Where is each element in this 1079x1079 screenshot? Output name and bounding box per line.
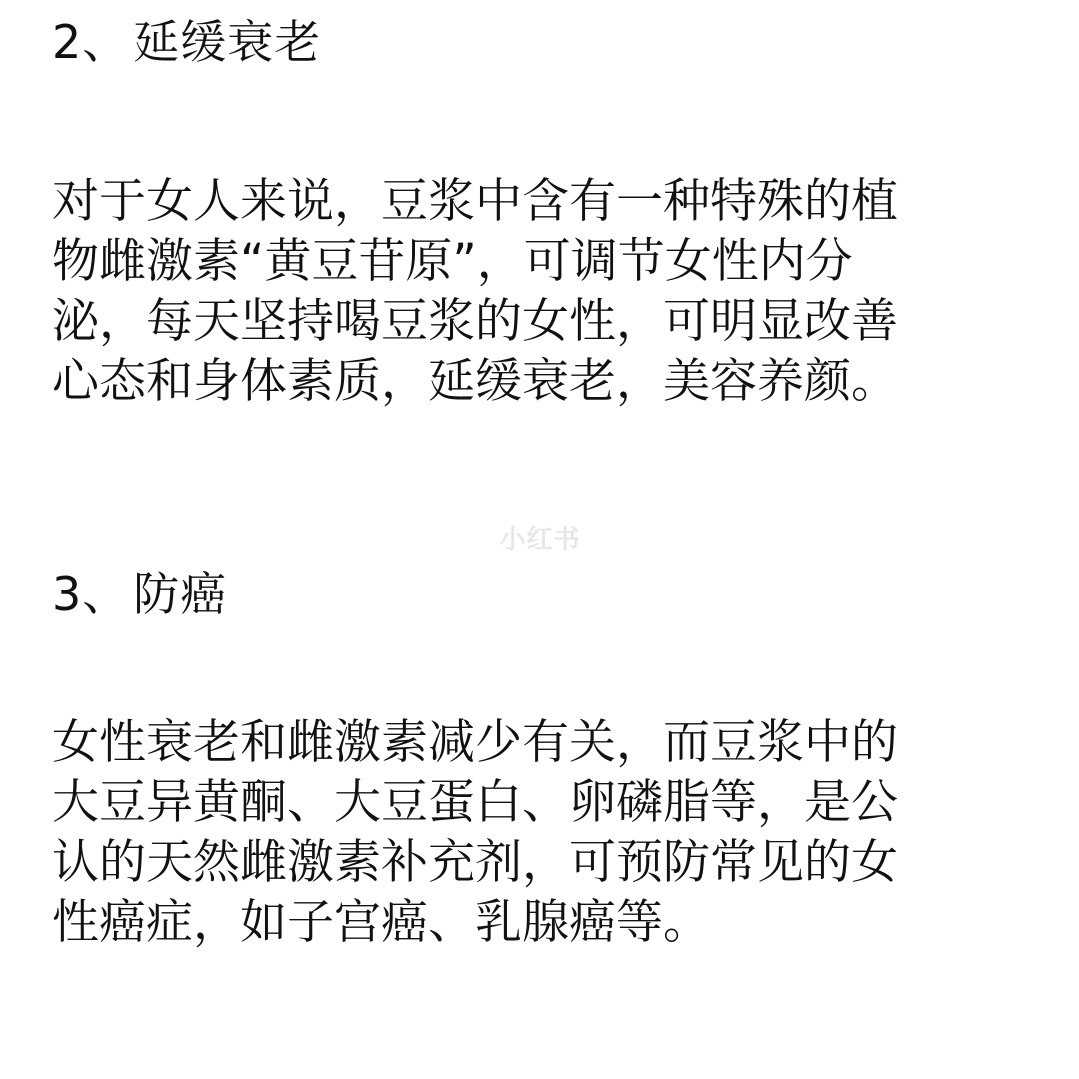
paragraph-line: 性癌症，如子宫癌、乳腺癌等。 xyxy=(52,895,710,950)
paragraph-line: 女性衰老和雌激素减少有关，而豆浆中的 xyxy=(52,715,898,770)
paragraph-line: 大豆异黄酮、大豆蛋白、卵磷脂等，是公 xyxy=(52,775,898,830)
watermark-logo xyxy=(486,523,594,557)
section-paragraph-cancer-prevention xyxy=(52,713,1032,953)
section-heading-cancer-prevention xyxy=(52,566,227,622)
section-heading-anti-aging xyxy=(52,14,321,70)
section-paragraph-anti-aging xyxy=(52,172,1032,412)
watermark-text: 小红书 xyxy=(499,525,581,555)
paragraph-line: 心态和身体素质，延缓衰老，美容养颜。 xyxy=(52,354,898,409)
section-title: 防癌 xyxy=(133,567,228,621)
paragraph-line: 泌，每天坚持喝豆浆的女性，可明显改善 xyxy=(52,294,898,349)
section-title: 延缓衰老 xyxy=(133,15,322,69)
section-number: 2、 xyxy=(52,15,130,69)
paragraph-line: 认的天然雌激素补充剂，可预防常见的女 xyxy=(52,835,898,890)
paragraph-line: 对于女人来说，豆浆中含有一种特殊的植 xyxy=(52,174,898,229)
section-number: 3、 xyxy=(52,567,130,621)
paragraph-line: 物雌激素“黄豆苷原”，可调节女性内分 xyxy=(52,234,853,289)
